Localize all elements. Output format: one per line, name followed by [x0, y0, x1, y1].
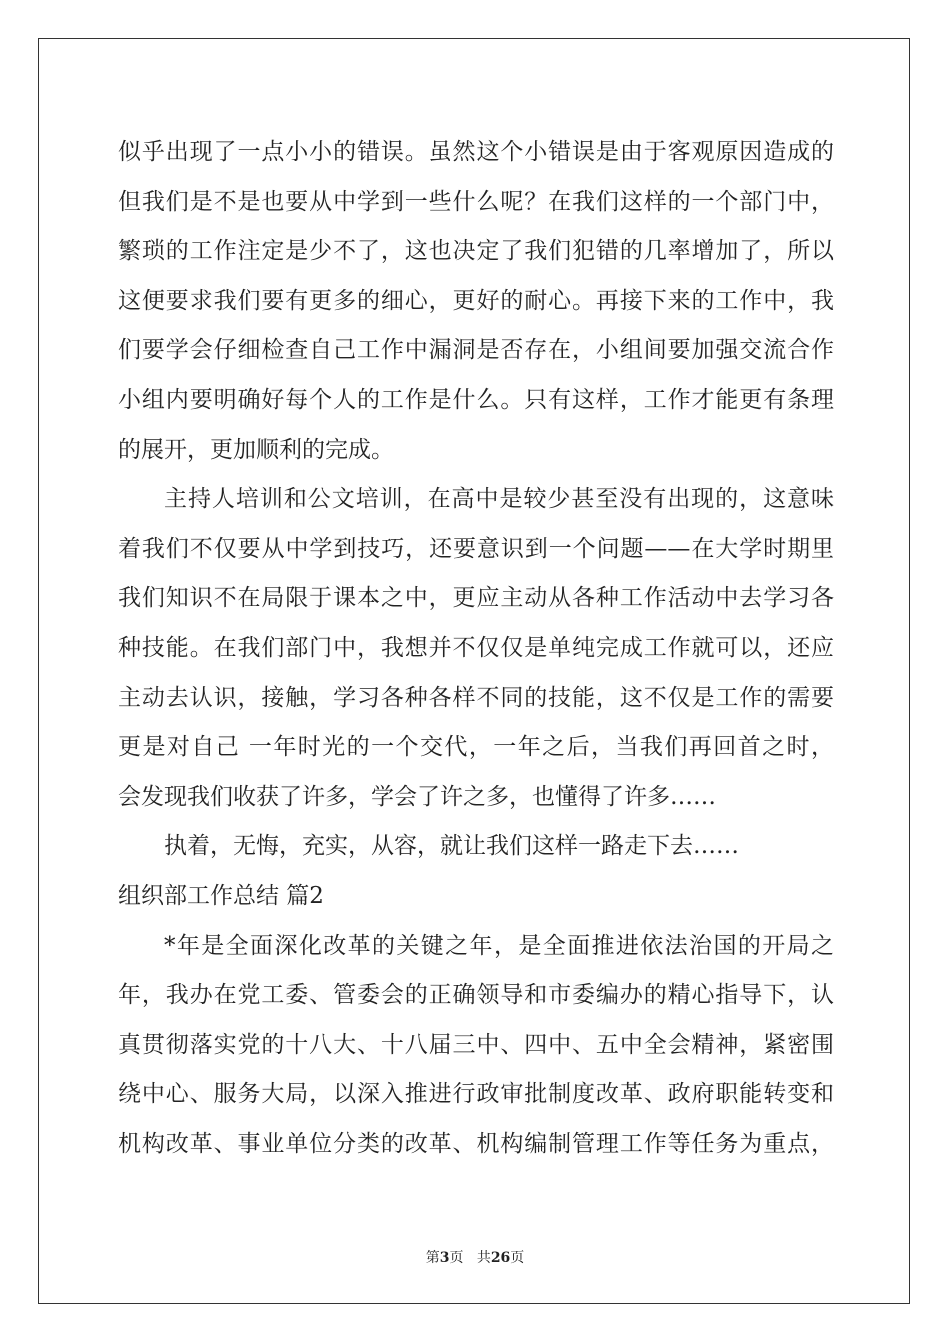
page-suffix: 页 — [449, 1250, 464, 1266]
paragraph-2 — [118, 475, 834, 822]
section-heading: 组织部工作总结 篇2 — [118, 882, 324, 909]
page-prefix: 第 — [425, 1250, 440, 1266]
text-line: 似乎出现了一点小小的错误。虽然这个小错误是由于客观原因造成的 — [118, 139, 834, 165]
text-line: 们要学会仔细检查自己工作中漏洞是否存在，小组间要加强交流合作 — [118, 337, 834, 364]
paragraph-1 — [118, 128, 834, 475]
text-line: 我们知识不在局限于课本之中，更应主动从各种工作活动中去学习各 — [118, 585, 834, 612]
page-number: 3 — [439, 1250, 450, 1266]
text-line: 会发现我们收获了许多，学会了许之多，也懂得了许多…… — [118, 783, 716, 810]
text-line: 着我们不仅要从中学到技巧，还要意识到一个问题——在大学时期里 — [118, 535, 834, 562]
text-line: 执着，无悔，充实，从容，就让我们这样一路走下去…… — [164, 833, 739, 860]
page-footer — [0, 1247, 950, 1267]
text-line: *年是全面深化改革的关键之年，是全面推进依法治国的开局之 — [164, 932, 834, 959]
paragraph-4 — [118, 922, 834, 1170]
text-line: 但我们是不是也要从中学到一些什么呢？在我们这样的一个部门中， — [118, 188, 834, 215]
text-line: 种技能。在我们部门中，我想并不仅仅是单纯完成工作就可以，还应 — [118, 634, 834, 661]
total-pages: 26 — [490, 1250, 511, 1266]
text-line: 年，我办在党工委、管委会的正确领导和市委编办的精心指导下，认 — [118, 982, 834, 1009]
total-prefix: 共 — [476, 1250, 491, 1266]
text-line: 小组内要明确好每个人的工作是什么。只有这样，工作才能更有条理 — [118, 386, 834, 413]
document-body — [118, 128, 834, 1169]
text-line: 绕中心、服务大局，以深入推进行政审批制度改革、政府职能转变和 — [118, 1081, 834, 1108]
text-line: 的展开，更加顺利的完成。 — [118, 436, 394, 463]
text-line: 这便要求我们要有更多的细心，更好的耐心。再接下来的工作中，我 — [118, 287, 834, 314]
text-line: 真贯彻落实党的十八大、十八届三中、四中、五中全会精神，紧密围 — [118, 1031, 834, 1058]
text-line: 主持人培训和公文培训，在高中是较少甚至没有出现的，这意味 — [164, 486, 834, 513]
text-line: 繁琐的工作注定是少不了，这也决定了我们犯错的几率增加了，所以 — [118, 238, 834, 265]
paragraph-3 — [118, 822, 834, 872]
text-line: 更是对自己 一年时光的一个交代，一年之后，当我们再回首之时， — [118, 734, 834, 761]
total-suffix: 页 — [510, 1250, 525, 1266]
text-line: 机构改革、事业单位分类的改革、机构编制管理工作等任务为重点， — [118, 1130, 834, 1157]
text-line: 主动去认识，接触，学习各种各样不同的技能，这不仅是工作的需要 — [118, 684, 834, 711]
